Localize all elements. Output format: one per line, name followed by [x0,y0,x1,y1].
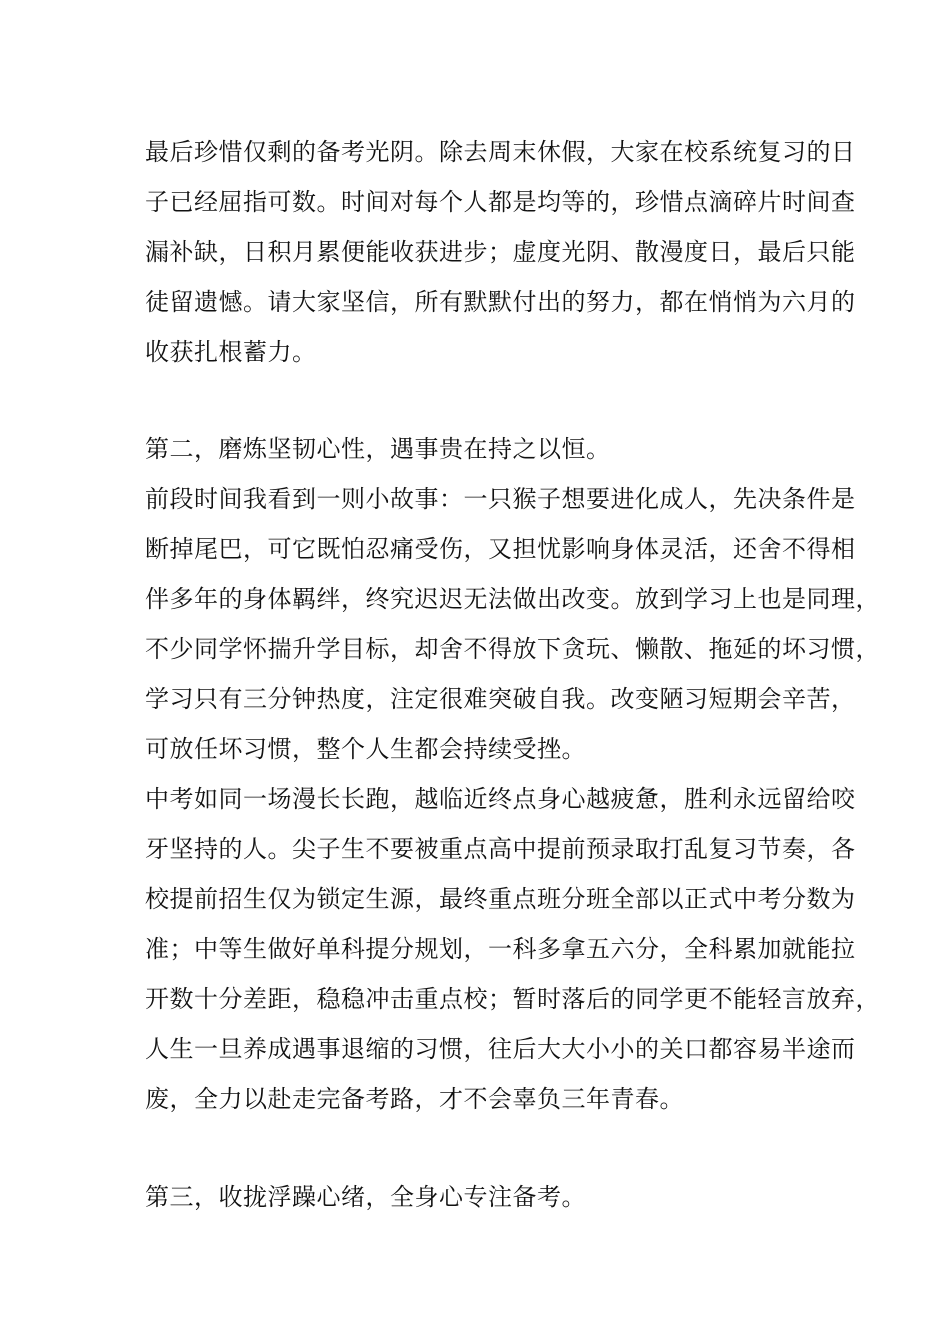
text-line: 人生一旦养成遇事退缩的习惯，往后大大小小的关口都容易半途而 [145,1035,856,1063]
text-line: 漏补缺，日积月累便能收获进步；虚度光阴、散漫度日，最后只能 [145,238,856,266]
text-line: 学习只有三分钟热度，注定很难突破自我。改变陋习短期会辛苦， [145,685,856,713]
text-line: 废，全力以赴走完备考路，才不会辜负三年青春。 [145,1085,684,1113]
text-line: 校提前招生仅为锁定生源，最终重点班分班全部以正式中考分数为 [145,885,856,913]
text-line: 可放任坏习惯，整个人生都会持续受挫。 [145,735,586,763]
section-heading: 第三，收拢浮躁心绪，全身心专注备考。 [145,1183,586,1211]
text-line: 开数十分差距，稳稳冲击重点校；暂时落后的同学更不能轻言放弃， [145,985,880,1013]
text-line: 牙坚持的人。尖子生不要被重点高中提前预录取打乱复习节奏，各 [145,835,856,863]
text-line: 徒留遗憾。请大家坚信，所有默默付出的努力，都在悄悄为六月的 [145,288,856,316]
text-line: 准；中等生做好单科提分规划，一科多拿五六分，全科累加就能拉 [145,935,856,963]
text-line: 子已经屈指可数。时间对每个人都是均等的，珍惜点滴碎片时间查 [145,188,856,216]
text-line: 不少同学怀揣升学目标，却舍不得放下贪玩、懒散、拖延的坏习惯， [145,635,880,663]
text-line: 断掉尾巴，可它既怕忍痛受伤，又担忧影响身体灵活，还舍不得相 [145,535,856,563]
text-line: 收获扎根蓄力。 [145,338,317,366]
text-line: 伴多年的身体羁绊，终究迟迟无法做出改变。放到学习上也是同理， [145,585,880,613]
section-heading: 第二，磨炼坚韧心性，遇事贵在持之以恒。 [145,435,611,463]
text-line: 中考如同一场漫长长跑，越临近终点身心越疲惫，胜利永远留给咬 [145,785,856,813]
text-line: 最后珍惜仅剩的备考光阴。除去周末休假，大家在校系统复习的日 [145,138,856,166]
text-line: 前段时间我看到一则小故事：一只猴子想要进化成人，先决条件是 [145,485,856,513]
